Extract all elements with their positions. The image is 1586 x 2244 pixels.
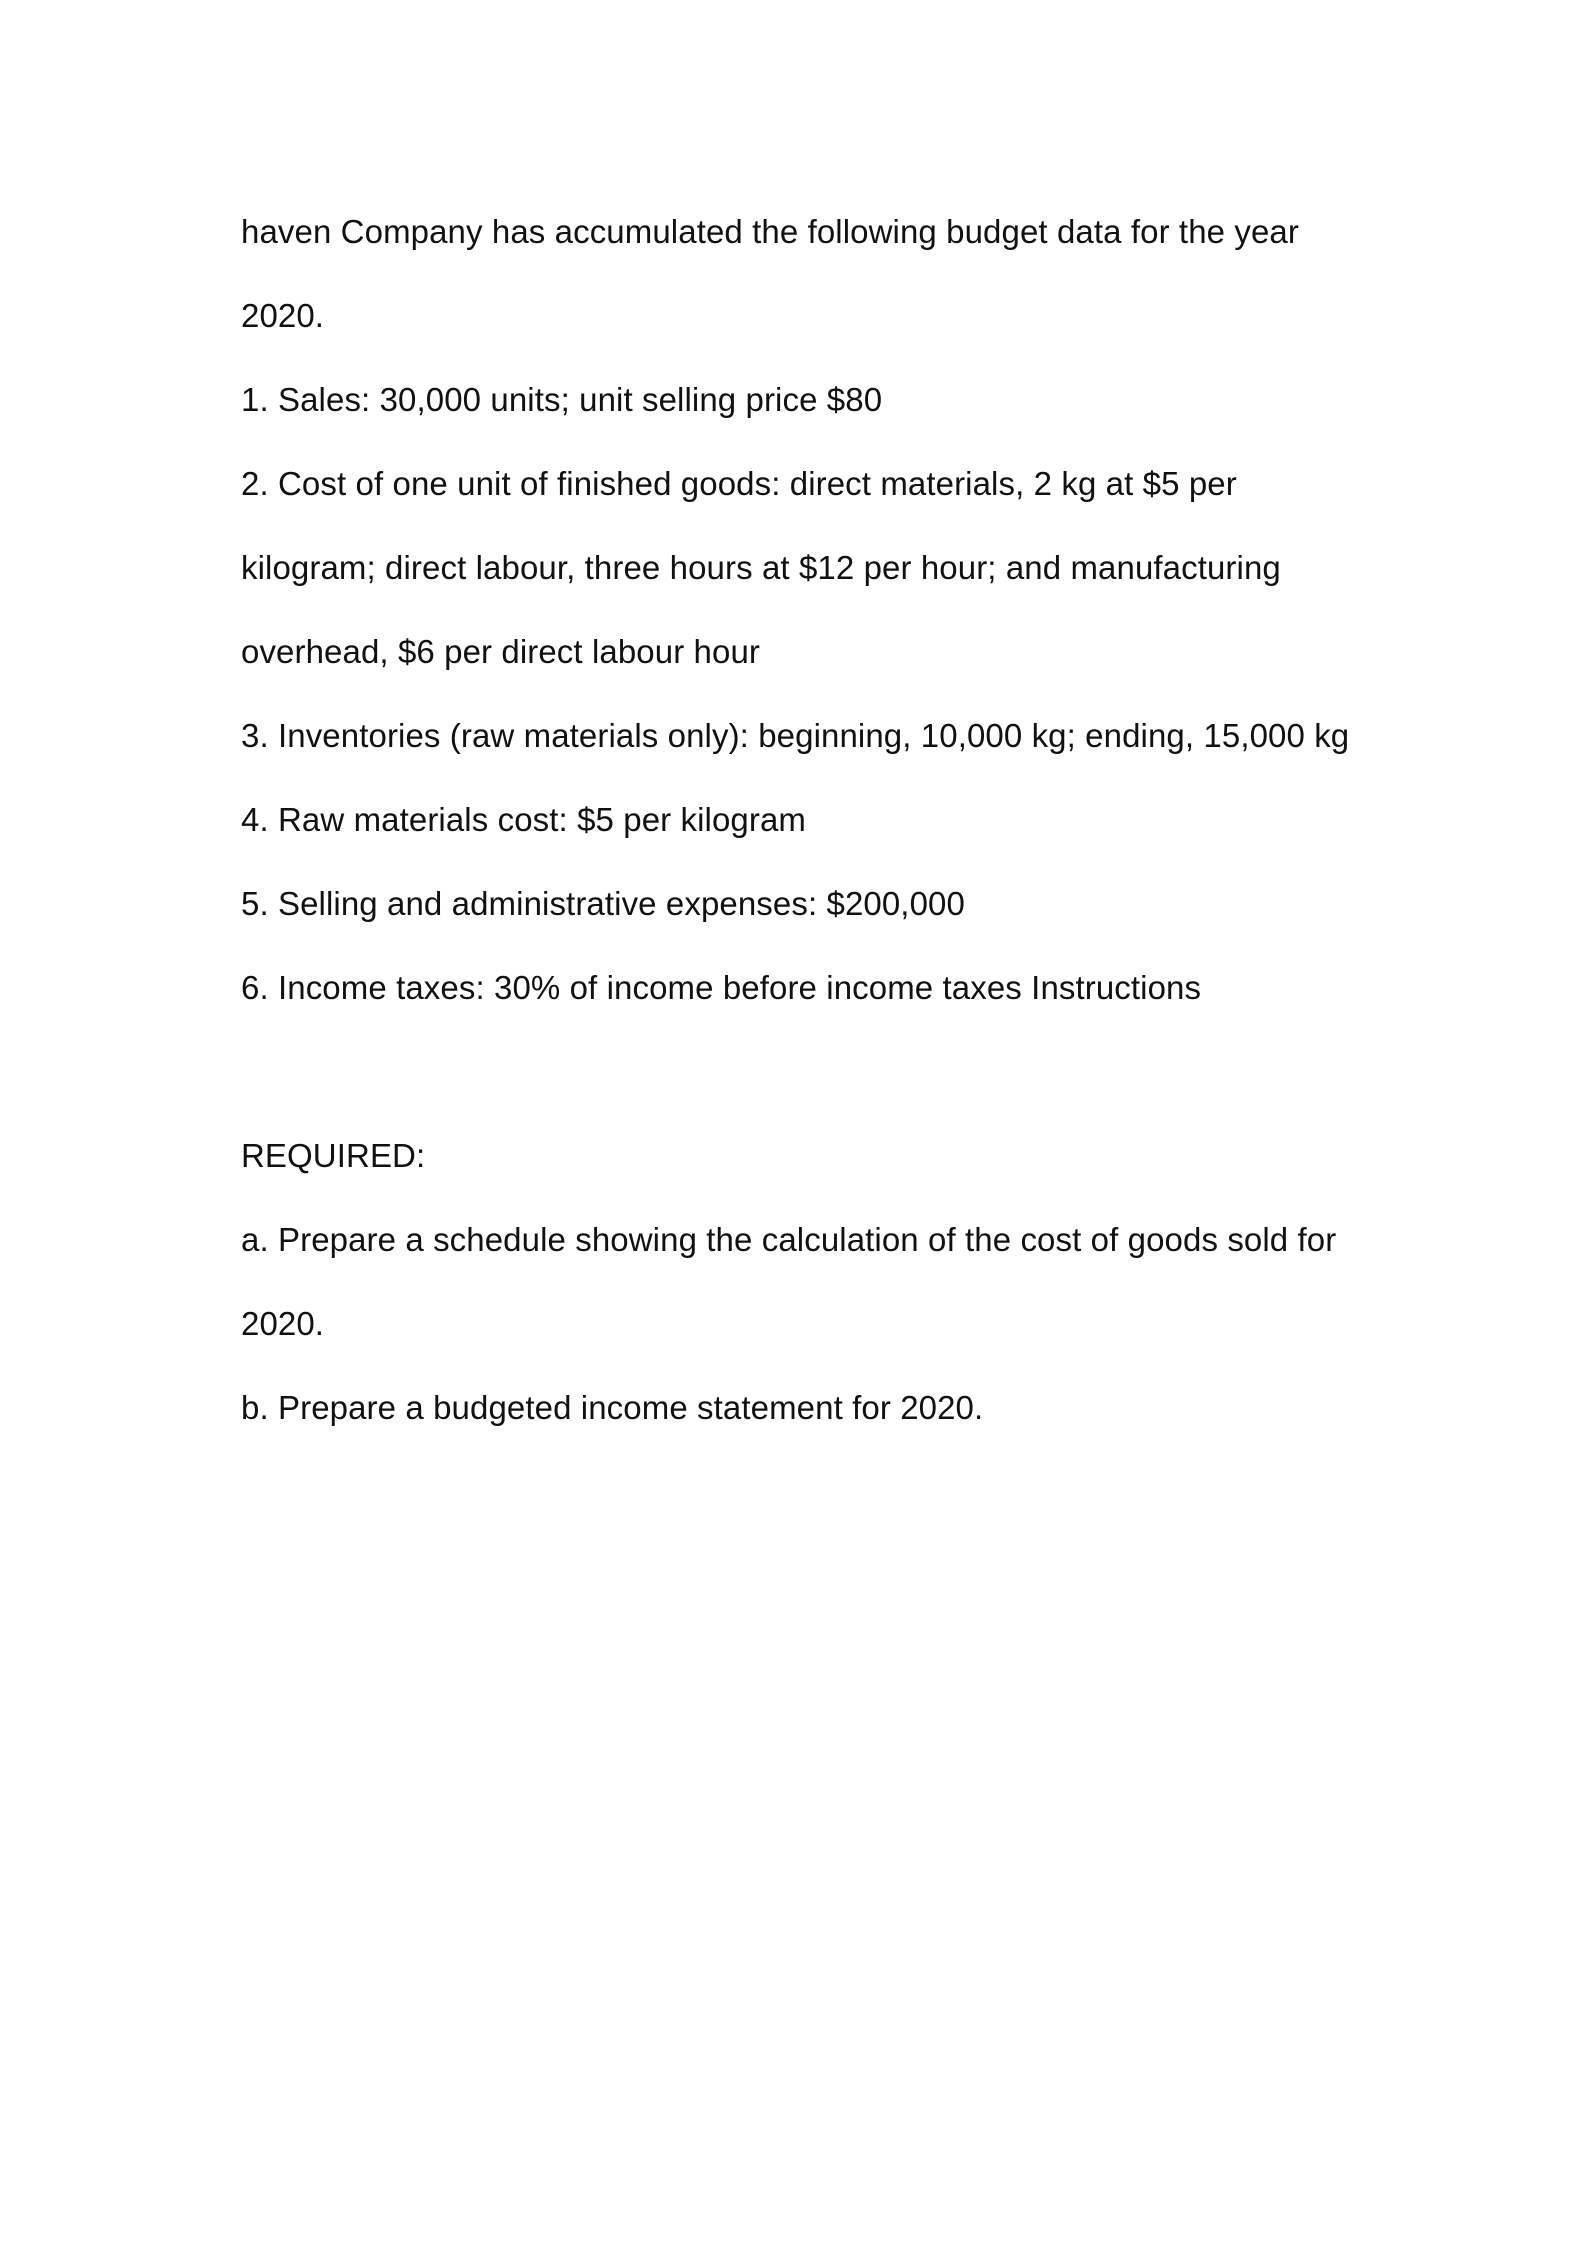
required-heading: REQUIRED: [241, 1137, 426, 1174]
required-b-line-1: b. Prepare a budgeted income statement for 2020. [241, 1389, 984, 1426]
intro-line-2: 2020. [241, 297, 325, 334]
list-item-unit-cost-line-3: overhead, $6 per direct labour hour [241, 633, 760, 670]
list-item-raw-materials-cost: 4. Raw materials cost: $5 per kilogram [241, 801, 807, 838]
list-item-inventories: 3. Inventories (raw materials only): beginning, 10,000 kg; ending, 15,000 kg [241, 717, 1350, 754]
list-item-sales: 1. Sales: 30,000 units; unit selling price $80 [241, 381, 883, 418]
required-a-line-2: 2020. [241, 1305, 325, 1342]
required-a-line-1: a. Prepare a schedule showing the calculation of the cost of goods sold for [241, 1221, 1337, 1258]
list-item-selling-admin-expenses: 5. Selling and administrative expenses: $200,000 [241, 885, 965, 922]
list-item-income-taxes: 6. Income taxes: 30% of income before income taxes Instructions [241, 969, 1202, 1006]
list-item-unit-cost-line-1: 2. Cost of one unit of finished goods: direct materials, 2 kg at $5 per [241, 465, 1237, 502]
list-item-unit-cost-line-2: kilogram; direct labour, three hours at $12 per hour; and manufacturing [241, 549, 1281, 586]
intro-line-1: haven Company has accumulated the following budget data for the year [241, 213, 1299, 250]
